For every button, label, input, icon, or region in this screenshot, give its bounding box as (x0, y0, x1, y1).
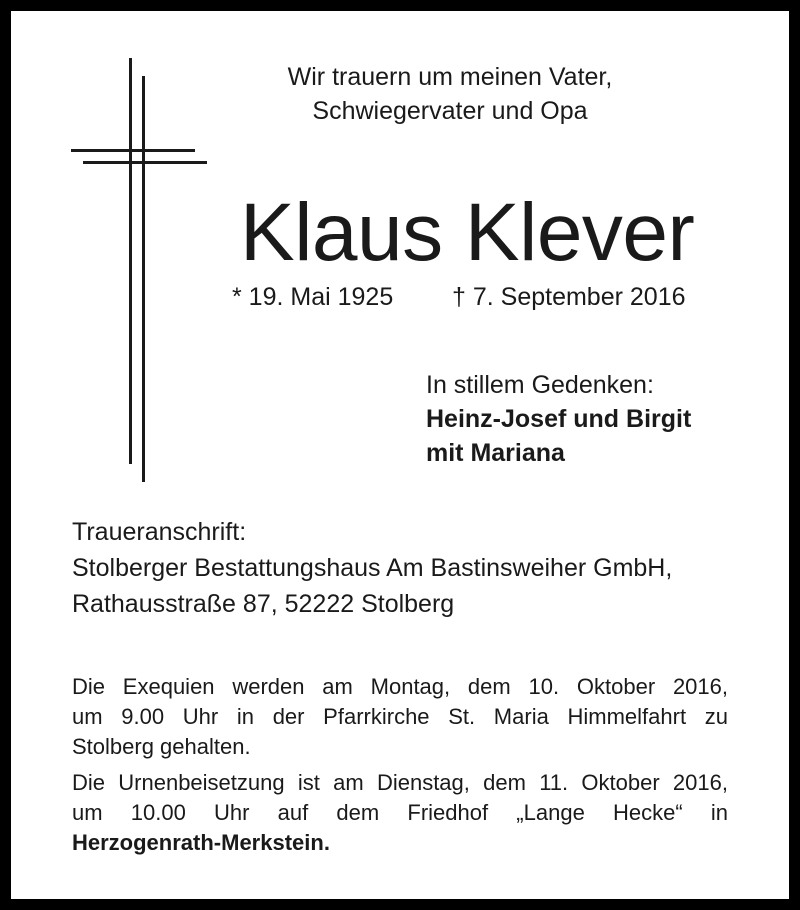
intro-line: Schwiegervater und Opa (312, 97, 588, 125)
mourners-line: mit Mariana (426, 439, 565, 467)
burial-paragraph (72, 768, 728, 858)
birth-date: * 19. Mai 1925 (232, 283, 394, 311)
exequien-paragraph (72, 672, 728, 762)
address-label: Traueranschrift: (72, 518, 247, 546)
deceased-name: Klaus Klever (240, 187, 695, 278)
paragraph-line: Die Exequien werden am Montag, dem 10. Oktober 2016, (72, 674, 728, 699)
address-line: Stolberger Bestattungshaus Am Bastinsweiher GmbH, (72, 554, 673, 582)
paragraph-line: um 9.00 Uhr in der Pfarrkirche St. Maria Himmelfahrt zu (72, 704, 728, 729)
mourning-address (72, 514, 672, 622)
paragraph-line: um 10.00 Uhr auf dem Friedhof „Lange Hecke“ in (72, 800, 728, 825)
death-date: † 7. September 2016 (452, 283, 686, 311)
paragraph-line: Stolberg gehalten. (72, 734, 251, 759)
paragraph-line: Die Urnenbeisetzung ist am Dienstag, dem 11. Oktober 2016, (72, 770, 728, 795)
intro-text (230, 60, 670, 128)
address-line: Rathausstraße 87, 52222 Stolberg (72, 590, 455, 618)
memory-label: In stillem Gedenken: (426, 371, 654, 399)
burial-place: Herzogenrath-Merkstein. (72, 830, 330, 855)
intro-line: Wir trauern um meinen Vater, (287, 63, 613, 91)
mourners-block (426, 368, 691, 470)
mourners-line: Heinz-Josef und Birgit (426, 405, 692, 433)
